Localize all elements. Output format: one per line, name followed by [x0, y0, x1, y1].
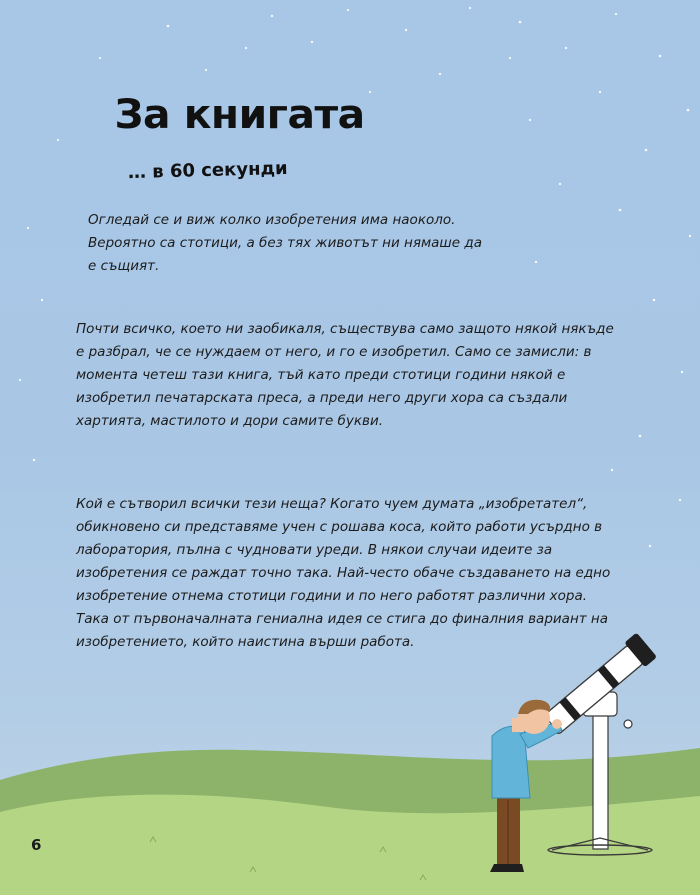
- page-title: За книгата: [114, 92, 365, 138]
- body-paragraph-2: Кой е сътворил всички тези неща? Когато чуем думата „изобретател“, обикновено си представяме учен с рошава коса, който работи усърдно в лаборатория, пълна с чудновати уреди. В някои случаи идеите за изобретения се раждат точно така. Най-често обаче създаването на едно изобретение отнема стотици години и по него работят различни хора. Така от първоначалната гениална идея се стига до финалния вариант на изобретението, който наистина върши работа.: [76, 496, 611, 650]
- intro-paragraph: Огледай се и виж колко изобретения има наоколо. Вероятно са стотици, а без тях животът ни нямаше да е същият.: [88, 212, 482, 274]
- body-paragraph-1: Почти всичко, което ни заобикаля, съществува само защото някой някъде е разбрал, че се нуждаем от него, и го е изобретил. Само се замисли: в момента четеш тази книга, тъй като преди стотици години някой е изобретил печатарската преса, а преди него други хора са създали хартията, мастилото и дори самите букви.: [76, 321, 614, 429]
- page-subtitle: … в 60 секунди: [127, 157, 288, 184]
- page-number: 6: [31, 836, 42, 854]
